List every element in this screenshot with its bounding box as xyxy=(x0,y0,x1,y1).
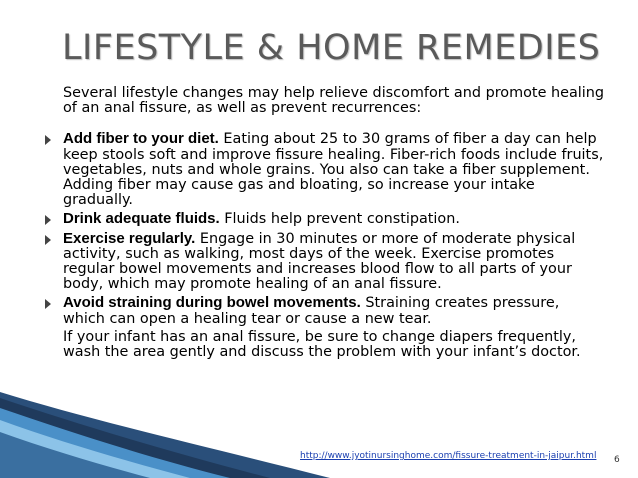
item-text: Fluids help prevent constipation. xyxy=(219,211,460,228)
arrow-bullet-icon xyxy=(45,299,51,309)
list-item xyxy=(45,211,605,227)
item-text: Straining creates pressure, which can open a healing tear or cause a new tear. xyxy=(63,295,560,327)
item-heading: Exercise regularly. xyxy=(63,229,196,247)
closing-paragraph: If your infant has an anal fissure, be sure to change diapers frequently, wash the area gently and discuss the problem with your infant’s doctor. xyxy=(63,328,581,361)
arrow-bullet-icon xyxy=(45,235,51,245)
item-text: Engage in 30 minutes or more of moderate physical activity, such as walking, most days of the week. Exercise promotes regular bowel movements and increases blood flow to all parts of your body, which may promote healing of an anal fissure. xyxy=(63,230,576,293)
list-item xyxy=(45,231,605,293)
slide-body xyxy=(45,86,605,360)
item-text: Eating about 25 to 30 grams of fiber a day can help keep stools soft and improve fissure healing. Fiber-rich foods include fruits, vegetables, nuts and whole grains. You also can take a fiber supplement. Adding fiber may cause gas and bloating, so increase your intake gradually. xyxy=(63,131,604,209)
arrow-bullet-icon xyxy=(45,135,51,145)
item-heading: Drink adequate fluids. xyxy=(63,210,220,228)
list-item xyxy=(45,131,605,208)
item-heading: Avoid straining during bowel movements. xyxy=(63,294,361,312)
arrow-bullet-icon xyxy=(45,215,51,225)
slide-title: LIFESTYLE & HOME REMEDIES xyxy=(62,28,601,68)
list-item xyxy=(45,295,605,326)
page-number: 6 xyxy=(614,455,620,465)
intro-paragraph: Several lifestyle changes may help relieve discomfort and promote healing of an anal fissure, as well as prevent recurrences: xyxy=(63,85,605,117)
item-heading: Add fiber to your diet. xyxy=(63,130,219,148)
source-link[interactable]: http://www.jyotinursinghome.com/fissure-treatment-in-jaipur.html xyxy=(300,451,597,461)
